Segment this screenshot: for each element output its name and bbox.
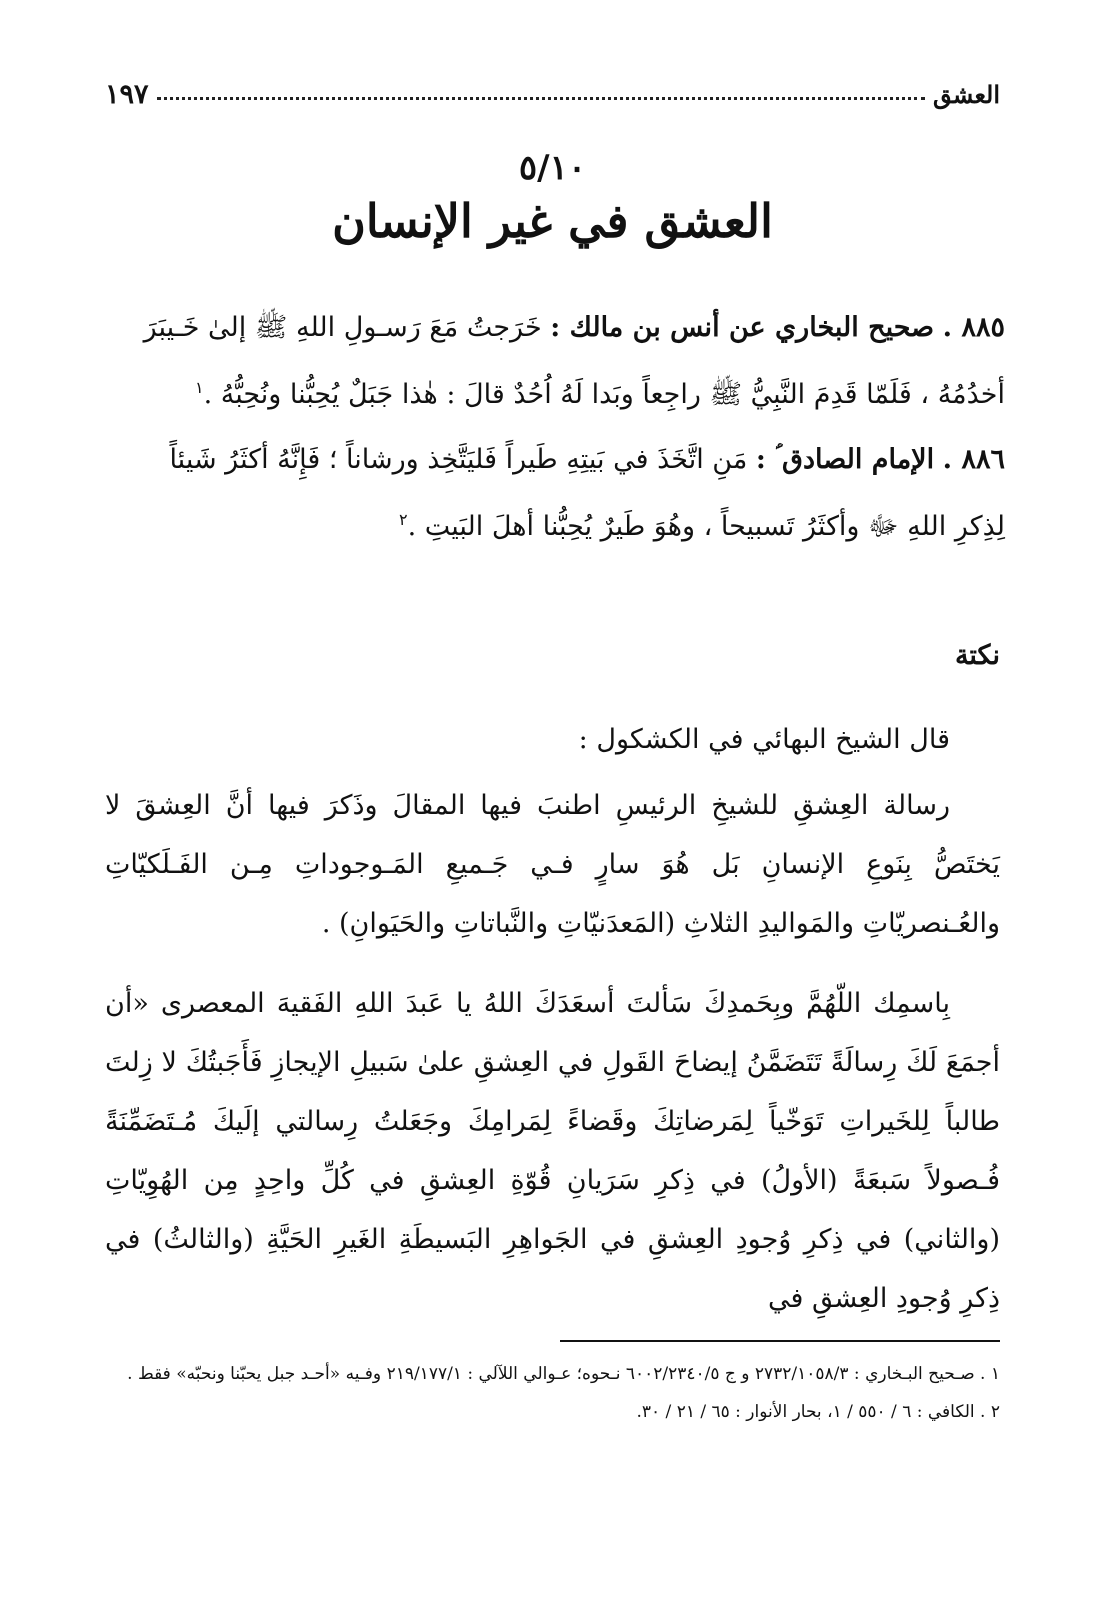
footnote: ١ . صـحيح البـخاري : ٢٧٣٢/١٠٥٨/٣ و ج ٦٠٠٢/٢٣٤٠/٥ نـحوه؛ عـوالي اللآلي : ٢١٩/١٧٧/١ وفـيه «أحـد جبل يحبّنا ونحبّه» فقط . bbox=[127, 1364, 1000, 1384]
hadith-entry bbox=[112, 298, 1005, 425]
footnote-ref: ٢ bbox=[398, 510, 408, 529]
note-paragraph-block bbox=[105, 776, 1000, 953]
note-paragraph: رسالة العِشقِ للشيخِ الرئيسِ اطنبَ فيها المقالَ وذَكرَ فيها أنَّ العِشقَ لا يَختَصُّ بِنَوعِ الإنسانِ بَل هُوَ سارٍ فـي جَـميعِ المَـوجوداتِ مِـن الفَـلَكيّاتِ والعُـنصريّاتِ والمَواليدِ الثلاثِ (المَعدَنيّاتِ والنَّباتاتِ والحَيَوانِ) . bbox=[105, 790, 1000, 939]
note-intro: قال الشيخ البهائي في الكشكول : bbox=[578, 724, 950, 755]
footnotes bbox=[100, 1355, 1000, 1431]
note-intro-block bbox=[105, 710, 1000, 769]
entry-text: خَرَجتُ مَعَ رَسـولِ اللهِ ﷺ إلىٰ خَـيبَرَ أخدُمُهُ ، فَلَمّا قَدِمَ النَّبِيُّ ﷺ راجِعاً وبَدا لَهُ اُحُدٌ قالَ : هٰذا جَبَلٌ يُحِبُّنا ونُحِبُّهُ . bbox=[143, 312, 1005, 410]
running-head bbox=[105, 74, 1000, 114]
entry-number: ٨٨٥ . bbox=[942, 312, 1005, 343]
footnote: ٢ . الكافي : ٦ / ٥٥٠ / ١، بحار الأنوار : ٦٥ / ٢١ / ٣٠. bbox=[636, 1402, 1000, 1422]
footnote-divider bbox=[560, 1340, 1000, 1342]
footnote-ref: ١ bbox=[194, 378, 204, 397]
note-paragraph: بِاسمِك اللّهُمَّ وبِحَمدِكَ سَألتَ أسعَدَكَ اللهُ يا عَبدَ اللهِ الفَقيهَ المعصرى «أن أجمَعَ لَكَ رِسالَةً تَتَضَمَّنُ إيضاحَ القَولِ في العِشقِ علىٰ سَبيلِ الإيجازِ فَأَجَبتُكَ لا زِلتَ طالباً لِلخَيراتِ تَوَخّياً لِمَرضاتِكَ وقَضاءً لِمَرامِكَ وجَعَلتُ رِسالتي إلَيكَ مُـتَضَمِّنَةً فُـصولاً سَبعَةً (الأولُ) في ذِكرِ سَرَيانِ قُوّةِ العِشقِ في كُلِّ واحِدٍ مِن الهُوِيّاتِ (والثاني) في ذِكرِ وُجودِ العِشقِ في الجَواهِرِ البَسيطَةِ الغَيرِ الحَيَّةِ (والثالثُ) في ذِكرِ وُجودِ العِشقِ في bbox=[105, 988, 1000, 1314]
note-paragraph-block bbox=[105, 974, 1000, 1328]
page-number: ١٩٧ bbox=[105, 78, 149, 110]
entry-source: الإمام الصادق ؑ : bbox=[755, 444, 935, 475]
section-title: العشق في غير الإنسان bbox=[332, 194, 773, 248]
section-number: ٥/١٠ bbox=[518, 148, 587, 188]
leader-dots bbox=[157, 97, 926, 100]
entry-source: صحيح البخاري عن أنس بن مالك : bbox=[550, 312, 935, 343]
note-heading: نكتة bbox=[954, 640, 1000, 671]
hadith-entry bbox=[112, 430, 1005, 557]
entry-text: مَنِ اتَّخَذَ في بَيتِهِ طَيراً فَليَتَّخِذ ورشاناً ؛ فَإِنَّهُ أكثَرُ شَيئاً لِذِكرِ اللهِ ﷻ وأكثَرُ تَسبيحاً ، وهُوَ طَيرٌ يُحِبُّنا أهلَ البَيتِ . bbox=[169, 444, 1005, 542]
entry-number: ٨٨٦ . bbox=[942, 444, 1005, 475]
running-title: العشق bbox=[933, 79, 1000, 109]
